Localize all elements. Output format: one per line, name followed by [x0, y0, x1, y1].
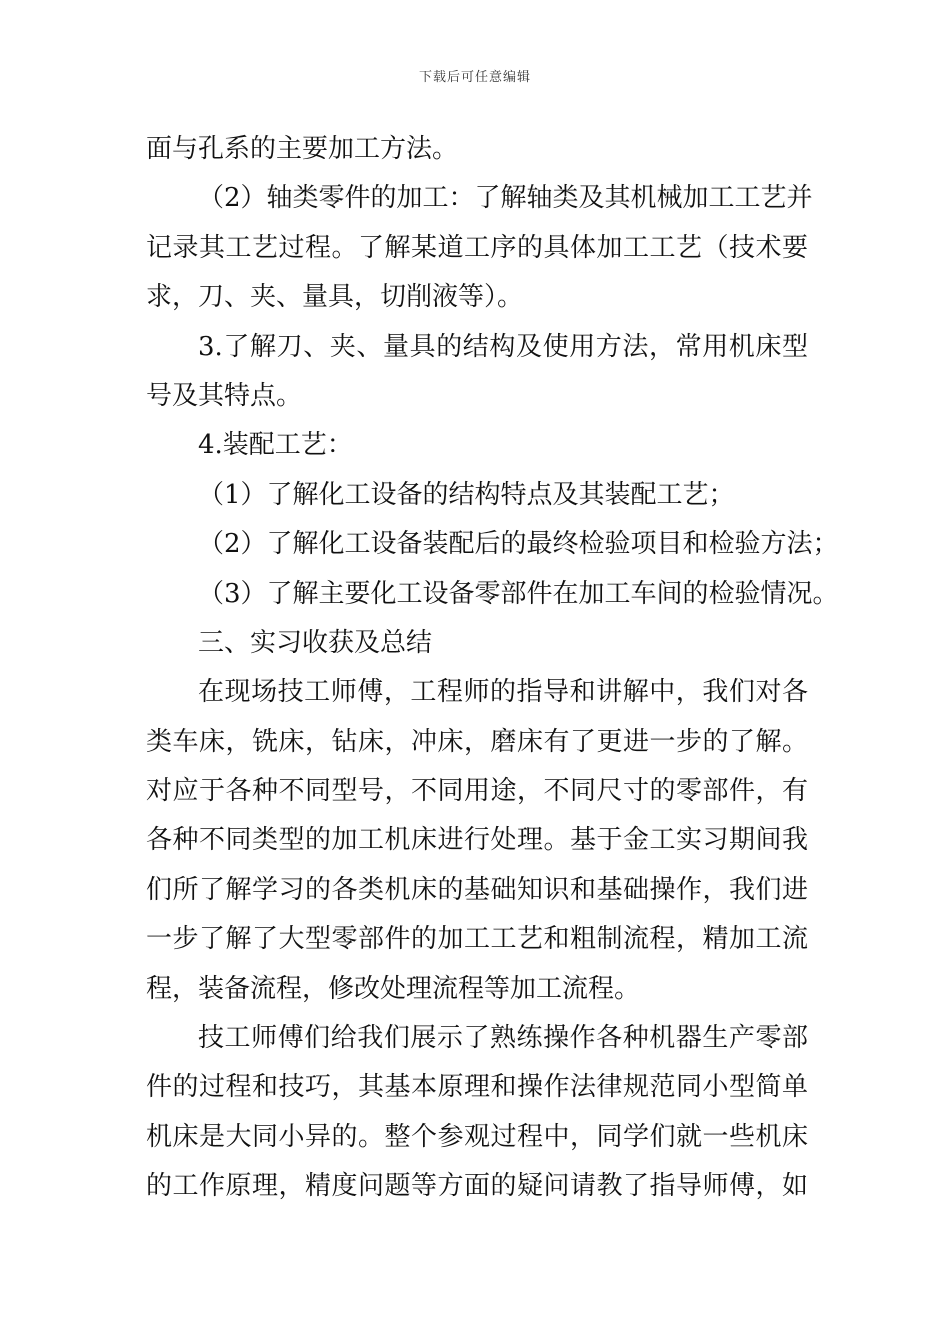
text-line: 件的过程和技巧，其基本原理和操作法律规范同小型简单 [146, 1072, 808, 1103]
text-line: （1）了解化工设备的结构特点及其装配工艺； [198, 479, 735, 510]
text-line: 一步了解了大型零部件的加工工艺和粗制流程，精加工流 [146, 924, 808, 955]
text-line: 在现场技工师傅，工程师的指导和讲解中，我们对各 [198, 677, 808, 708]
text-line: （3）了解主要化工设备零部件在加工车间的检验情况。 [198, 578, 839, 609]
page-header-note: 下载后可任意编辑 [418, 70, 531, 85]
text-line: 机床是大同小异的。整个参观过程中，同学们就一些机床 [146, 1121, 808, 1152]
text-line: 们所了解学习的各类机床的基础知识和基础操作，我们进 [146, 874, 808, 905]
text-line: 记录其工艺过程。了解某道工序的具体加工工艺（技术要 [146, 232, 808, 263]
text-line: 程，装备流程，修改处理流程等加工流程。 [146, 973, 641, 1004]
text-line: 对应于各种不同型号，不同用途，不同尺寸的零部件，有 [146, 776, 808, 807]
text-line: 各种不同类型的加工机床进行处理。基于金工实习期间我 [146, 825, 808, 856]
text-line: （2）轴类零件的加工：了解轴类及其机械加工工艺并 [198, 183, 813, 214]
text-line: 3.了解刀、夹、量具的结构及使用方法，常用机床型 [198, 331, 808, 362]
document-body [146, 125, 839, 1212]
text-line: 求，刀、夹、量具，切削液等）。 [146, 282, 524, 313]
text-line: 类车床，铣床，钻床，冲床，磨床有了更进一步的了解。 [146, 726, 808, 757]
text-line: 的工作原理，精度问题等方面的疑问请教了指导师傅，如 [146, 1171, 808, 1202]
text-line: （2）了解化工设备装配后的最终检验项目和检验方法； [198, 529, 839, 560]
text-line: 4.装配工艺： [198, 430, 353, 461]
text-line: 技工师傅们给我们展示了熟练操作各种机器生产零部 [198, 1023, 808, 1054]
text-line: 号及其特点。 [146, 380, 303, 411]
text-line: 面与孔系的主要加工方法。 [146, 134, 459, 164]
section-heading: 三、实习收获及总结 [198, 627, 433, 658]
